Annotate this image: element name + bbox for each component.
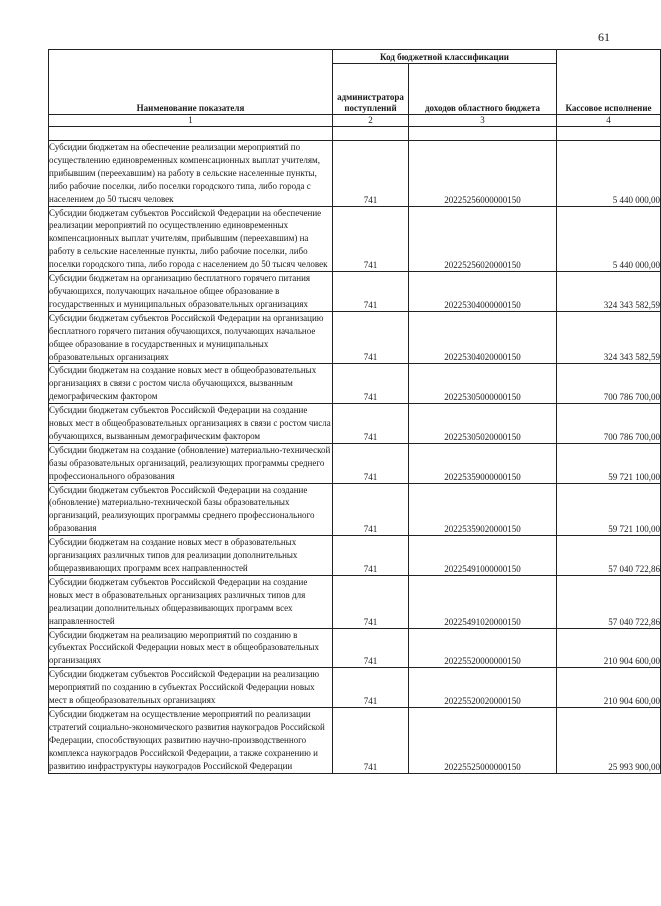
income-code: 20225359000000150	[409, 443, 557, 483]
cash-execution-amount: 700 786 700,00	[557, 404, 661, 444]
administrator-code: 741	[333, 404, 409, 444]
income-code: 20225520000000150	[409, 628, 557, 668]
income-code: 20225256000000150	[409, 141, 557, 207]
column-number: 3	[409, 115, 557, 127]
indicator-name: Субсидии бюджетам субъектов Российской Федерации на создание новых мест в общеобразовательных организациях в связи с ростом числа обучающихся, вызванным демографическим фактором	[49, 404, 333, 444]
indicator-name: Субсидии бюджетам субъектов Российской Федерации на организацию бесплатного горячего питания обучающихся, получающих начальное общее образование в государственных и муниципальных образовательных организациях	[49, 311, 333, 364]
header-regional-income: доходов областного бюджета	[409, 64, 557, 115]
table-row	[49, 443, 661, 483]
administrator-code: 741	[333, 272, 409, 312]
column-number: 4	[557, 115, 661, 127]
cash-execution-amount: 5 440 000,00	[557, 141, 661, 207]
income-code: 20225359020000150	[409, 483, 557, 536]
column-number: 1	[49, 115, 333, 127]
cash-execution-amount: 57 040 722,86	[557, 536, 661, 576]
indicator-name: Субсидии бюджетам на создание новых мест в образовательных организациях различных типов для реализации дополнительных общеразвивающих программ всех направленностей	[49, 536, 333, 576]
table-row	[49, 707, 661, 773]
indicator-name: Субсидии бюджетам субъектов Российской Федерации на создание новых мест в образовательных организациях различных типов для реализации дополнительных общеразвивающих программ всех направленностей	[49, 575, 333, 628]
cash-execution-amount: 57 040 722,86	[557, 575, 661, 628]
cash-execution-amount: 700 786 700,00	[557, 364, 661, 404]
table-row	[49, 483, 661, 536]
header-budget-code-group: Код бюджетной классификации	[333, 50, 557, 64]
spacer-row	[49, 127, 661, 141]
cash-execution-amount: 25 993 900,00	[557, 707, 661, 773]
income-code: 20225520020000150	[409, 668, 557, 708]
indicator-name: Субсидии бюджетам на обеспечение реализации мероприятий по осуществлению единовременных компенсационных выплат учителям, прибывшим (переехавшим) на работу в сельские населенные пункты, либо рабочие поселки, либо поселки городского типа, либо города с населением до 50 тысяч человек	[49, 141, 333, 207]
administrator-code: 741	[333, 141, 409, 207]
income-code: 20225491020000150	[409, 575, 557, 628]
administrator-code: 741	[333, 628, 409, 668]
administrator-code: 741	[333, 311, 409, 364]
indicator-name: Субсидии бюджетам на создание (обновление) материально-технической базы образовательных организаций, реализующих программы среднего профессионального образования	[49, 443, 333, 483]
indicator-name: Субсидии бюджетам субъектов Российской Федерации на реализацию мероприятий по созданию в субъектах Российской Федерации новых мест в общеобразовательных организациях	[49, 668, 333, 708]
cash-execution-amount: 324 343 582,59	[557, 272, 661, 312]
column-number: 2	[333, 115, 409, 127]
indicator-name: Субсидии бюджетам субъектов Российской Федерации на обеспечение реализации мероприятий по осуществлению единовременных компенсационных выплат учителям, прибывшим (переехавшим) на работу в сельские населенные пункты, либо рабочие поселки, либо поселки городского типа, либо города с населением до 50 тысяч человек	[49, 206, 333, 272]
table-row	[49, 311, 661, 364]
table-row	[49, 206, 661, 272]
administrator-code: 741	[333, 707, 409, 773]
indicator-name: Субсидии бюджетам на организацию бесплатного горячего питания обучающихся, получающих начальное общее образование в государственных и муниципальных образовательных организациях	[49, 272, 333, 312]
cash-execution-amount: 324 343 582,59	[557, 311, 661, 364]
indicator-name: Субсидии бюджетам на создание новых мест в общеобразовательных организациях в связи с ростом числа обучающихся, вызванным демографическим фактором	[49, 364, 333, 404]
header-administrator: администратора поступлений	[333, 64, 409, 115]
administrator-code: 741	[333, 668, 409, 708]
income-code: 20225305000000150	[409, 364, 557, 404]
cash-execution-amount: 210 904 600,00	[557, 668, 661, 708]
cash-execution-amount: 59 721 100,00	[557, 483, 661, 536]
table-row	[49, 536, 661, 576]
administrator-code: 741	[333, 443, 409, 483]
indicator-name: Субсидии бюджетам на осуществление мероприятий по реализации стратегий социально-экономического развития наукоградов Российской Федерации, способствующих развитию научно-производственного комплекса наукоградов Российской Федерации, а также сохранению и развитию инфраструктуры наукоградов Российской Федерации	[49, 707, 333, 773]
header-indicator-name: Наименование показателя	[49, 50, 333, 115]
cash-execution-amount: 5 440 000,00	[557, 206, 661, 272]
budget-table	[48, 49, 661, 774]
income-code: 20225304000000150	[409, 272, 557, 312]
income-code: 20225304020000150	[409, 311, 557, 364]
indicator-name: Субсидии бюджетам субъектов Российской Федерации на создание (обновление) материально-технической базы образовательных организаций, реализующих программы среднего профессионального образования	[49, 483, 333, 536]
table-row	[49, 668, 661, 708]
table-row	[49, 141, 661, 207]
table-row	[49, 272, 661, 312]
table-row	[49, 404, 661, 444]
page-number: 61	[598, 30, 610, 44]
administrator-code: 741	[333, 364, 409, 404]
indicator-name: Субсидии бюджетам на реализацию мероприятий по созданию в субъектах Российской Федерации новых мест в общеобразовательных организациях	[49, 628, 333, 668]
table-row	[49, 575, 661, 628]
income-code: 20225305020000150	[409, 404, 557, 444]
column-number-row	[49, 115, 661, 127]
cash-execution-amount: 210 904 600,00	[557, 628, 661, 668]
administrator-code: 741	[333, 206, 409, 272]
administrator-code: 741	[333, 483, 409, 536]
income-code: 20225491000000150	[409, 536, 557, 576]
cash-execution-amount: 59 721 100,00	[557, 443, 661, 483]
table-row	[49, 628, 661, 668]
header-cash-execution: Кассовое исполнение	[557, 50, 661, 115]
table-row	[49, 364, 661, 404]
income-code: 20225256020000150	[409, 206, 557, 272]
income-code: 20225525000000150	[409, 707, 557, 773]
administrator-code: 741	[333, 536, 409, 576]
administrator-code: 741	[333, 575, 409, 628]
